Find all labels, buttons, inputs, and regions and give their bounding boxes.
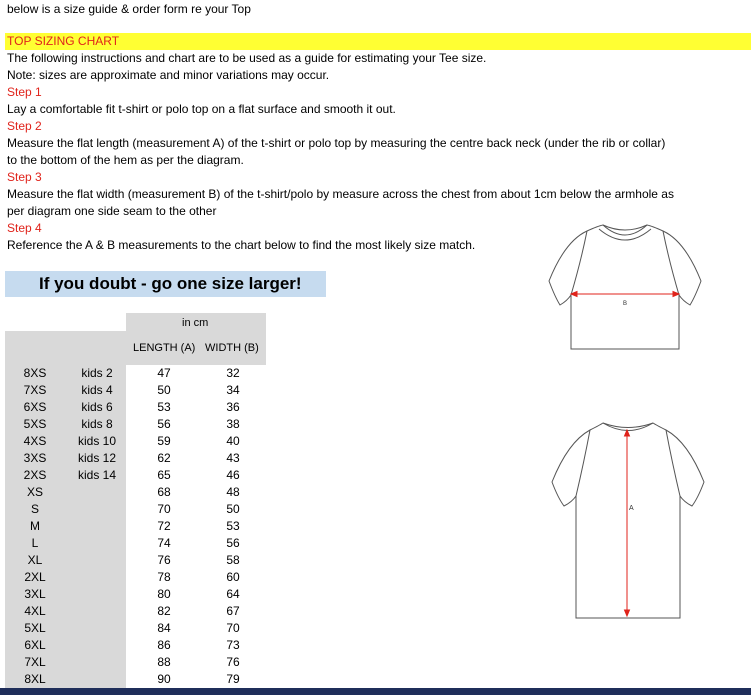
width-cell: 76 [226,655,240,669]
size-cell: 5XL [24,621,46,635]
instruction-line: Lay a comfortable fit t-shirt or polo top on a flat surface and smooth it out. [7,102,396,116]
length-cell: 84 [157,621,171,635]
width-cell: 34 [226,383,240,397]
table-row [0,569,270,586]
label-a: A [629,505,634,512]
chart-title: TOP SIZING CHART [7,34,120,48]
width-cell: 43 [226,451,240,465]
table-row [0,484,270,501]
size-cell: 4XL [24,604,46,618]
length-cell: 86 [157,638,171,652]
step-heading: Step 1 [7,85,42,99]
length-cell: 80 [157,587,171,601]
length-cell: 47 [157,366,171,380]
size-cell: XS [26,485,43,499]
length-cell: 90 [157,672,171,686]
size-cell: 2XS [23,468,47,482]
size-cell: 3XL [24,587,46,601]
size-cell: XL [27,553,43,567]
width-cell: 56 [226,536,240,550]
bottom-bar [0,688,751,695]
kids-cell: kids 2 [81,366,113,380]
table-row [0,416,270,433]
width-cell: 60 [226,570,240,584]
kids-cell: kids 6 [81,400,113,414]
tshirt-front-diagram [525,221,705,351]
col-header-length: LENGTH (A) [133,342,196,354]
width-cell: 79 [226,672,240,686]
length-cell: 65 [157,468,171,482]
width-cell: 48 [226,485,240,499]
table-row [0,399,270,416]
length-cell: 56 [157,417,171,431]
kids-cell: kids 8 [81,417,113,431]
table-row [0,382,270,399]
size-cell: 7XL [24,655,46,669]
kids-cell: kids 12 [77,451,117,465]
label-b: B [623,301,628,307]
table-row [0,620,270,637]
table-row [0,603,270,620]
table-row [0,552,270,569]
step-heading: Step 2 [7,119,42,133]
width-cell: 70 [226,621,240,635]
width-cell: 32 [226,366,240,380]
step-heading: Step 4 [7,221,42,235]
length-cell: 76 [157,553,171,567]
step-heading: Step 3 [7,170,42,184]
kids-cell: kids 14 [77,468,117,482]
width-cell: 36 [226,400,240,414]
length-cell: 72 [157,519,171,533]
length-cell: 74 [157,536,171,550]
table-row [0,671,270,688]
size-cell: 4XS [23,434,47,448]
size-cell: M [30,519,40,533]
width-cell: 40 [226,434,240,448]
table-row [0,501,270,518]
width-cell: 73 [226,638,240,652]
size-cell: 5XS [23,417,47,431]
instruction-line: Measure the flat width (measurement B) of the t-shirt/polo by measure across the chest from about 1cm below the armhole as [7,187,674,201]
instruction-line: Measure the flat length (measurement A) of the t-shirt or polo top by measuring the centre back neck (under the rib or collar) [7,136,666,150]
kids-cell: kids 4 [81,383,113,397]
size-cell: 8XS [23,366,47,380]
width-cell: 53 [226,519,240,533]
instruction-line: per diagram one side seam to the other [7,204,217,218]
size-cell: 3XS [23,451,47,465]
length-cell: 53 [157,400,171,414]
table-row [0,433,270,450]
size-cell: 7XS [23,383,47,397]
width-cell: 64 [226,587,240,601]
kids-cell: kids 10 [77,434,117,448]
width-cell: 67 [226,604,240,618]
size-cell: 6XS [23,400,47,414]
size-cell: 6XL [24,638,46,652]
table-row [0,467,270,484]
doubt-banner-text: If you doubt - go one size larger! [39,274,302,293]
width-cell: 46 [226,468,240,482]
instruction-line: Reference the A & B measurements to the chart below to find the most likely size match. [7,238,476,252]
length-cell: 59 [157,434,171,448]
title-bar [5,33,751,50]
tshirt-back-diagram [528,420,708,620]
length-cell: 82 [157,604,171,618]
size-cell: 2XL [24,570,46,584]
table-row [0,535,270,552]
instruction-line: The following instructions and chart are to be used as a guide for estimating your Tee size. [7,51,487,65]
width-cell: 50 [226,502,240,516]
instruction-line: Note: sizes are approximate and minor variations may occur. [7,68,330,82]
size-cell: L [31,536,39,550]
width-cell: 38 [226,417,240,431]
table-row [0,450,270,467]
instruction-line: to the bottom of the hem as per the diagram. [7,153,244,167]
intro-text: below is a size guide & order form re your Top [7,2,251,16]
table-row [0,586,270,603]
table-row [0,637,270,654]
length-cell: 50 [157,383,171,397]
table-unit-label: in cm [182,317,209,329]
table-row [0,654,270,671]
table-row [0,365,270,382]
col-header-width: WIDTH (B) [205,342,259,354]
length-cell: 68 [157,485,171,499]
length-cell: 78 [157,570,171,584]
size-cell: 8XL [24,672,46,686]
length-cell: 88 [157,655,171,669]
size-cell: S [30,502,39,516]
table-row [0,518,270,535]
length-cell: 70 [157,502,171,516]
width-cell: 58 [226,553,240,567]
doubt-banner [5,271,326,297]
length-cell: 62 [157,451,171,465]
